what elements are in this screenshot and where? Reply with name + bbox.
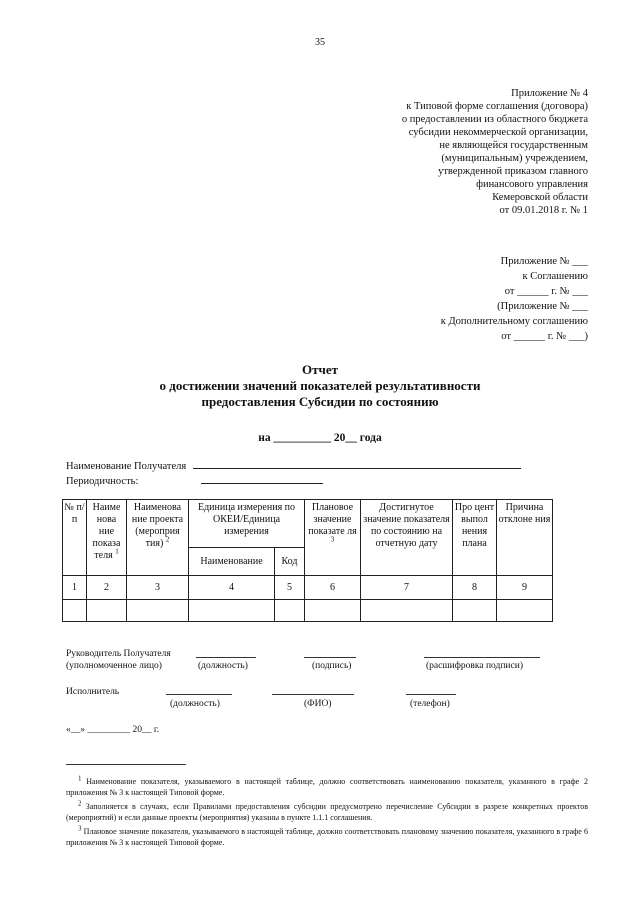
fio-caption: (ФИО) bbox=[304, 699, 332, 709]
header-unit-code: Код bbox=[275, 548, 305, 576]
column-number: 6 bbox=[305, 576, 361, 600]
footnote: $^2$ Заполняется в случаях, если Правилами предоставления субсидии предусмотрено перечисление Субсидии в разрезе конкретных проектов (мероприятий) и если данные проекты (мероприятия) указаны в пункте 1.1.1 соглашения. bbox=[66, 799, 588, 822]
column-number: 5 bbox=[275, 576, 305, 600]
fio-line[interactable] bbox=[272, 694, 354, 695]
head-signature-label bbox=[66, 648, 171, 672]
empty-cell[interactable] bbox=[453, 600, 497, 622]
header-num: № п/п bbox=[63, 500, 87, 576]
signature-line[interactable] bbox=[304, 657, 356, 658]
header-achieved: Достигнутое значение показателя по состоянию на отчетную дату bbox=[361, 500, 453, 576]
empty-cell[interactable] bbox=[189, 600, 275, 622]
position-caption: (должность) bbox=[198, 661, 248, 671]
empty-cell[interactable] bbox=[87, 600, 127, 622]
page-number: 35 bbox=[315, 37, 325, 48]
appendix-line: Приложение № 4 bbox=[511, 88, 588, 99]
header-unit-name: Наименование bbox=[189, 548, 275, 576]
phone-line[interactable] bbox=[406, 694, 456, 695]
footnote: $^3$ Плановое значение показателя, указываемого в настоящей таблице, должно соответствовать плановому значению показателя, указанного в графе 6 приложения № 3 к настоящей Типовой форме. bbox=[66, 824, 589, 847]
footnotes bbox=[66, 776, 588, 851]
column-number: 7 bbox=[361, 576, 453, 600]
head-label-line: (уполномоченное лицо) bbox=[66, 661, 162, 671]
appendix-line: (муниципальным) учреждением, bbox=[441, 153, 588, 164]
date-prefix: на bbox=[258, 432, 271, 444]
empty-cell[interactable] bbox=[305, 600, 361, 622]
appendix-line: финансового управления bbox=[476, 179, 588, 190]
appendix-line: к Типовой форме соглашения (договора) bbox=[406, 101, 588, 112]
date-blank: __________ bbox=[273, 432, 332, 444]
decoding-caption: (расшифровка подписи) bbox=[426, 661, 523, 671]
periodicity-field[interactable] bbox=[201, 474, 323, 484]
column-number: 9 bbox=[497, 576, 553, 600]
agreement-line: Приложение № ___ bbox=[500, 256, 588, 267]
footnote-separator bbox=[66, 764, 186, 765]
signature-caption: (подпись) bbox=[312, 661, 352, 671]
appendix-reference bbox=[402, 87, 588, 217]
appendix-line: утвержденной приказом главного bbox=[438, 166, 588, 177]
agreement-line: (Приложение № ___ bbox=[497, 301, 588, 312]
executor-position-line[interactable] bbox=[166, 694, 232, 695]
title-line: о достижении значений показателей результативности bbox=[159, 378, 481, 393]
periodicity-label: Периодичность: bbox=[66, 476, 139, 487]
agreement-line: к Соглашению bbox=[522, 271, 588, 282]
report-title bbox=[0, 362, 640, 410]
appendix-line: от 09.01.2018 г. № 1 bbox=[499, 205, 588, 216]
report-date-line bbox=[0, 432, 640, 444]
column-number: 4 bbox=[189, 576, 275, 600]
table-row bbox=[63, 600, 553, 622]
date-suffix: года bbox=[359, 432, 382, 444]
title-line: Отчет bbox=[302, 362, 338, 377]
head-label-line: Руководитель Получателя bbox=[66, 649, 171, 659]
column-number: 1 bbox=[63, 576, 87, 600]
empty-cell[interactable] bbox=[361, 600, 453, 622]
column-number: 8 bbox=[453, 576, 497, 600]
agreement-line: от ______ г. № ___) bbox=[501, 331, 588, 342]
signature-date: «__» _________ 20__ г. bbox=[66, 725, 160, 735]
header-unit-group: Единица измерения по ОКЕИ/Единица измерения bbox=[189, 500, 305, 548]
executor-label: Исполнитель bbox=[66, 687, 120, 697]
executor-position-caption: (должность) bbox=[170, 699, 220, 709]
recipient-name-label: Наименование Получателя bbox=[66, 461, 187, 472]
appendix-line: субсидии некоммерческой организации, bbox=[408, 127, 588, 138]
agreement-line: от ______ г. № ___ bbox=[504, 286, 588, 297]
empty-cell[interactable] bbox=[63, 600, 87, 622]
title-line: предоставления Субсидии по состоянию bbox=[201, 394, 439, 409]
header-indicator: Наиме нова ние показа теля $^1$ bbox=[87, 500, 127, 576]
agreement-line: к Дополнительному соглашению bbox=[440, 316, 588, 327]
position-line[interactable] bbox=[196, 657, 256, 658]
appendix-line: о предоставлении из областного бюджета bbox=[401, 114, 588, 125]
recipient-block bbox=[66, 459, 521, 489]
phone-caption: (телефон) bbox=[410, 699, 450, 709]
header-reason: Причина отклоне ния bbox=[497, 500, 553, 576]
date-year: 20__ bbox=[333, 432, 357, 444]
agreement-reference bbox=[441, 254, 588, 344]
header-planned: Плановое значение показате ля $^3$ bbox=[305, 500, 361, 576]
appendix-line: Кемеровской области bbox=[492, 192, 588, 203]
indicators-table bbox=[62, 499, 553, 622]
recipient-name-field[interactable] bbox=[193, 459, 521, 469]
column-number: 3 bbox=[127, 576, 189, 600]
header-project: Наименова ние проекта (мероприя тия) $^2$ bbox=[127, 500, 189, 576]
footnote: $^1$ Наименование показателя, указываемого в настоящей таблице, должно соответствовать наименованию показателя, указанного в графе 2 приложения № 3 к настоящей Типовой форме. bbox=[66, 774, 589, 797]
empty-cell[interactable] bbox=[127, 600, 189, 622]
empty-cell[interactable] bbox=[497, 600, 553, 622]
header-percent: Про цент выпол нения плана bbox=[453, 500, 497, 576]
empty-cell[interactable] bbox=[275, 600, 305, 622]
decoding-line[interactable] bbox=[424, 657, 540, 658]
column-number: 2 bbox=[87, 576, 127, 600]
appendix-line: не являющейся государственным bbox=[439, 140, 588, 151]
